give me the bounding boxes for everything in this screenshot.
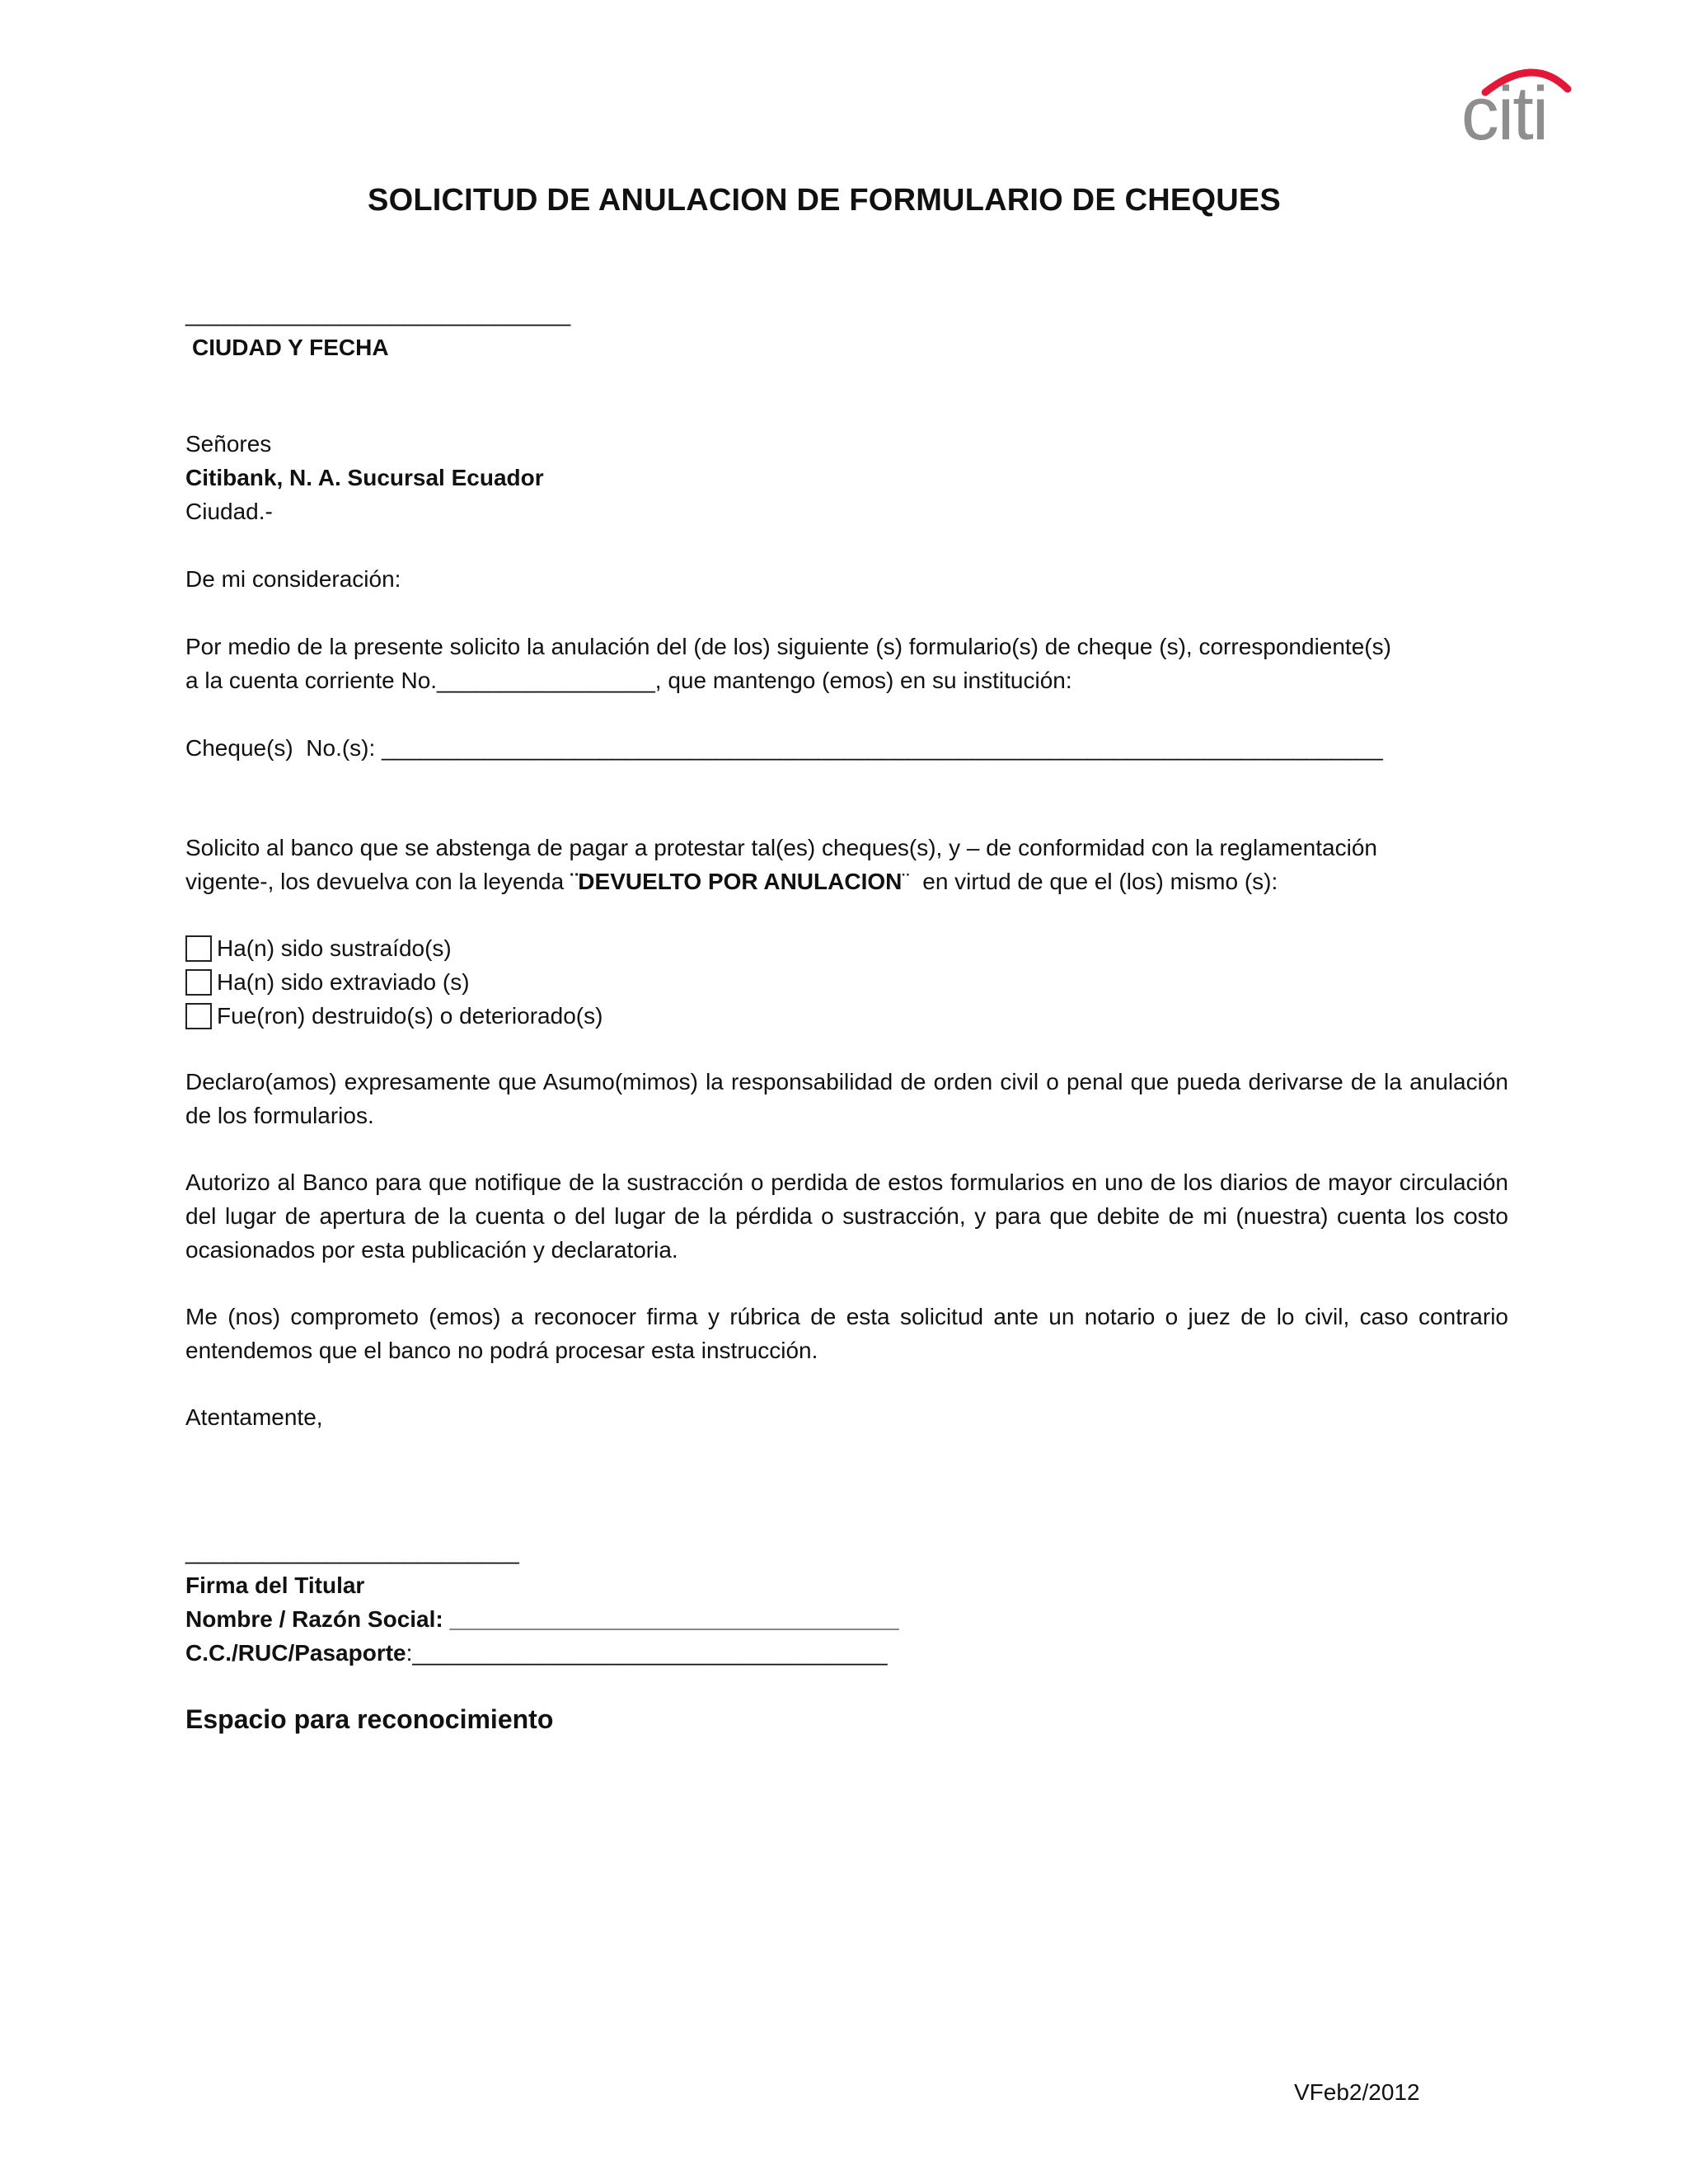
name-line[interactable]: ___________________________________ [449,1606,899,1632]
checkbox-sustraido[interactable] [185,935,212,962]
city-date-section [185,297,1508,364]
id-line[interactable]: :_____________________________________ [406,1640,888,1666]
checkbox-extraviado[interactable] [185,969,212,996]
document-title: SOLICITUD DE ANULACION DE FORMULARIO DE CHEQUES [368,183,1281,218]
id-field[interactable] [185,1636,1508,1670]
option-label: Fue(ron) destruido(s) o deteriorado(s) [217,1003,603,1029]
option-label: Ha(n) sido sustraído(s) [217,935,452,961]
citi-logo-text: citi [1461,72,1548,156]
option-label: Ha(n) sido extraviado (s) [217,969,470,995]
version-code: VFeb2/2012 [1294,2079,1420,2105]
commitment-paragraph: Me (nos) comprometo (emos) a reconocer firma y rúbrica de esta solicitud ante un notario o juez de lo civil, caso contrario entendemos que el banco no podrá procesar esta instrucción. [185,1304,1508,1363]
name-field[interactable] [185,1602,1508,1636]
recipient-bank: Citibank, N. A. Sucursal Ecuador [185,465,544,490]
instruction-line-1: Solicito al banco que se abstenga de pagar a protestar tal(es) cheques(s), y – de conformidad con la reglamentación [185,835,1377,860]
recipient-section [185,427,1508,528]
signature-section [185,1535,1508,1670]
request-line-2[interactable]: a la cuenta corriente No._________________, que mantengo (emos) en su institución: [185,668,1072,693]
request-line-1: Por medio de la presente solicito la anulación del (de los) siguiente (s) formulario(s) de cheque (s), correspondiente(s) [185,634,1391,659]
option-destruido[interactable] [185,999,1508,1033]
recipient-city: Ciudad.- [185,499,273,524]
declaration-paragraph: Declaro(amos) expresamente que Asumo(mimos) la responsabilidad de orden civil o penal que pueda derivarse de la anulación de los formularios. [185,1069,1508,1128]
checkbox-destruido[interactable] [185,1003,212,1029]
authorization-paragraph: Autorizo al Banco para que notifique de la sustracción o perdida de estos formularios en uno de los diarios de mayor circulación del lugar de apertura de la cuenta o del lugar de la pérdida o sustracción, y para que debite de mi (nuestra) cuenta los costo ocasionados por esta publicación y declaratoria. [185,1169,1508,1263]
signature-label: Firma del Titular [185,1572,365,1598]
option-sustraido[interactable] [185,931,1508,965]
city-date-line[interactable]: ______________________________ [185,301,571,326]
instruction-line-2-pre: vigente-, los devuelva con la leyenda [185,869,570,894]
name-label: Nombre / Razón Social: [185,1606,450,1632]
request-paragraph [185,630,1508,697]
instruction-legend: ¨DEVUELTO POR ANULACION [570,869,903,894]
closing: Atentamente, [185,1404,323,1430]
recipient-greeting: Señores [185,431,272,457]
option-extraviado[interactable] [185,965,1508,999]
recognition-heading: Espacio para reconocimiento [185,1704,554,1734]
citi-logo [1434,56,1574,155]
instruction-paragraph [185,831,1508,898]
options-list [185,931,1508,1033]
cheques-number-field[interactable]: Cheque(s) No.(s): ______________________________________________________________________________ [185,735,1383,761]
instruction-line-2 [185,865,1508,898]
id-label: C.C./RUC/Pasaporte [185,1640,406,1666]
salutation: De mi consideración: [185,566,401,592]
instruction-line-2-post: ¨ en virtud de que el (los) mismo (s): [902,869,1278,894]
signature-line[interactable]: __________________________ [185,1539,519,1564]
city-date-label: CIUDAD Y FECHA [192,335,389,360]
